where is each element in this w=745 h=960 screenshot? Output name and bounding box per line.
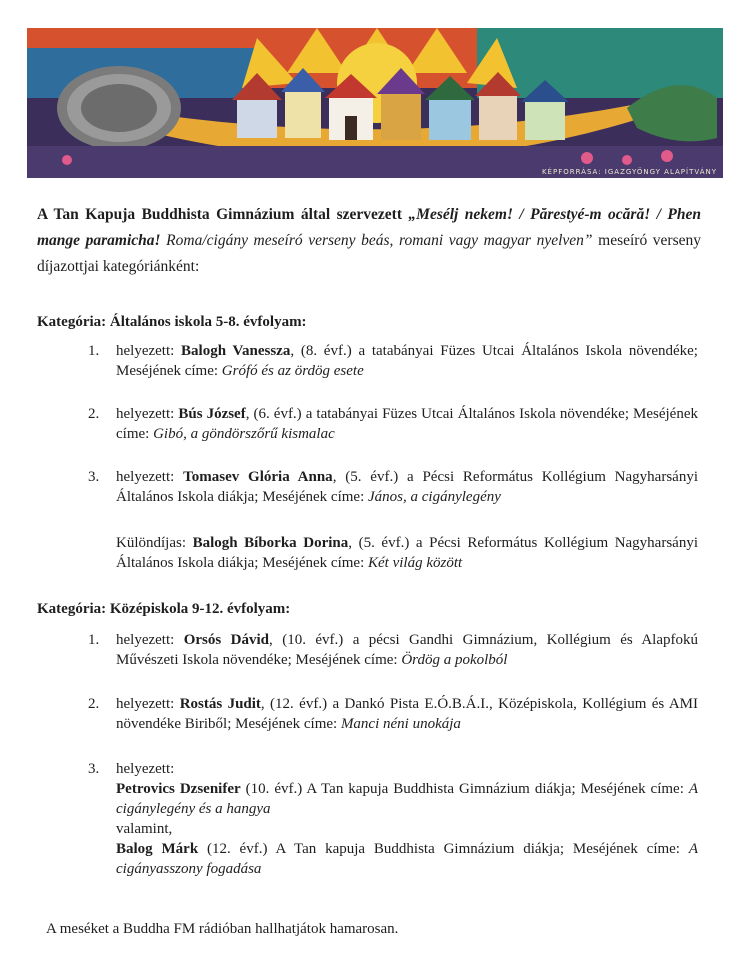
entry-title: Gibó, a göndörszőrű kismalac xyxy=(153,426,335,442)
entry-number: 2. xyxy=(88,406,100,422)
winner-b xyxy=(116,839,698,879)
entry-primary-1 xyxy=(116,341,698,381)
entry-number: 3. xyxy=(88,469,100,485)
entry-details: , (10. évf.) a pécsi Gandhi Gimnázium, Kollégium és Alapfokú Művészeti Iskola növendéke; Meséjének címe: xyxy=(116,632,698,668)
entry-rank: helyezett: xyxy=(116,761,175,777)
entry-title: Ördög a pokolból xyxy=(401,652,508,668)
entry-title: A cigányasszony fogadása xyxy=(116,841,698,877)
banner-painting xyxy=(27,28,723,178)
entry-rank: helyezett: xyxy=(116,469,184,485)
entry-details: , (5. évf.) a Pécsi Református Kollégium Nagyharsányi Általános Iskola diákja; Meséjének címe: xyxy=(116,469,698,505)
entry-name: Tomasev Glória Anna xyxy=(183,469,333,485)
entry-number: 2. xyxy=(88,696,100,712)
joiner-text: valamint, xyxy=(116,821,173,837)
image-credit: KÉPFORRÁSA: IGAZGYÖNGY ALAPÍTVÁNY xyxy=(541,168,717,176)
entry-rank: Különdíjas: xyxy=(116,535,193,551)
competition-subtitle: Roma/cigány meseíró verseny beás, romani vagy magyar nyelven” xyxy=(160,232,593,249)
entry-primary-3 xyxy=(116,467,698,507)
entry-title: Két világ között xyxy=(368,555,463,571)
entry-secondary-2 xyxy=(116,694,698,734)
entry-rank: helyezett: xyxy=(116,696,180,712)
entry-details: (10. évf.) A Tan kapuja Buddhista Gimnázium diákja; Meséjének címe: xyxy=(240,781,689,797)
entry-title: A cigánylegény és a hangya xyxy=(116,781,698,817)
entry-rank: helyezett: xyxy=(116,343,182,359)
competition-title: „Mesélj nekem! / Părestyé-m ocără! / Phen mange paramicha! xyxy=(37,206,701,249)
entry-name: Balogh Vanessza xyxy=(181,343,291,359)
entry-primary-2 xyxy=(116,404,698,444)
winner-a xyxy=(116,779,698,819)
entry-name: Balog Márk xyxy=(116,841,199,857)
entry-title: Manci néni unokája xyxy=(340,716,461,732)
entry-rank: helyezett: xyxy=(116,632,184,648)
banner-illustration xyxy=(27,28,723,178)
intro-organizer: A Tan Kapuja Buddhista Gimnázium által szervezett xyxy=(37,206,409,223)
entry-title: Grófó és az ördög esete xyxy=(221,363,364,379)
entry-title: János, a cigánylegény xyxy=(368,489,501,505)
entry-number: 1. xyxy=(88,343,100,359)
intro-ending: meseíró verseny díjazottjai kategóriánként: xyxy=(37,232,701,275)
entry-name: Bús József xyxy=(178,406,246,422)
entry-name: Rostás Judit xyxy=(179,696,261,712)
entry-number: 1. xyxy=(88,632,100,648)
entry-details: , (6. évf.) a tatabányai Füzes Utcai Általános Iskola növendéke; Meséjének címe: xyxy=(116,406,698,442)
entry-secondary-3 xyxy=(116,759,698,879)
entry-details: , (12. évf.) a Dankó Pista E.Ó.B.Á.I., Középiskola, Kollégium és AMI növendéke Biriből; Meséjének címe: xyxy=(116,696,698,732)
entry-name: Petrovics Dzsenifer xyxy=(116,781,241,797)
entry-details: , (8. évf.) a tatabányai Füzes Utcai Általános Iskola növendéke; Meséjének címe: xyxy=(116,343,698,379)
footer-note: A meséket a Buddha FM rádióban hallhatjátok hamarosan. xyxy=(46,921,399,937)
category-heading-primary: Kategória: Általános iskola 5-8. évfolyam: xyxy=(37,314,307,330)
entry-name: Orsós Dávid xyxy=(183,632,270,648)
entry-rank: helyezett: xyxy=(116,406,179,422)
entry-details: , (5. évf.) a Pécsi Református Kollégium Nagyharsányi Általános Iskola diákja; Meséjének címe: xyxy=(116,535,699,571)
entry-name: Balogh Bíborka Dorina xyxy=(192,535,349,551)
entry-special-award xyxy=(116,533,698,573)
entry-number: 3. xyxy=(88,761,100,777)
category-heading-secondary: Kategória: Középiskola 9-12. évfolyam: xyxy=(37,601,291,617)
entry-details: (12. évf.) A Tan kapuja Buddhista Gimnázium diákja; Meséjének címe: xyxy=(198,841,689,857)
entry-secondary-1 xyxy=(116,630,698,670)
intro-paragraph xyxy=(37,202,701,280)
